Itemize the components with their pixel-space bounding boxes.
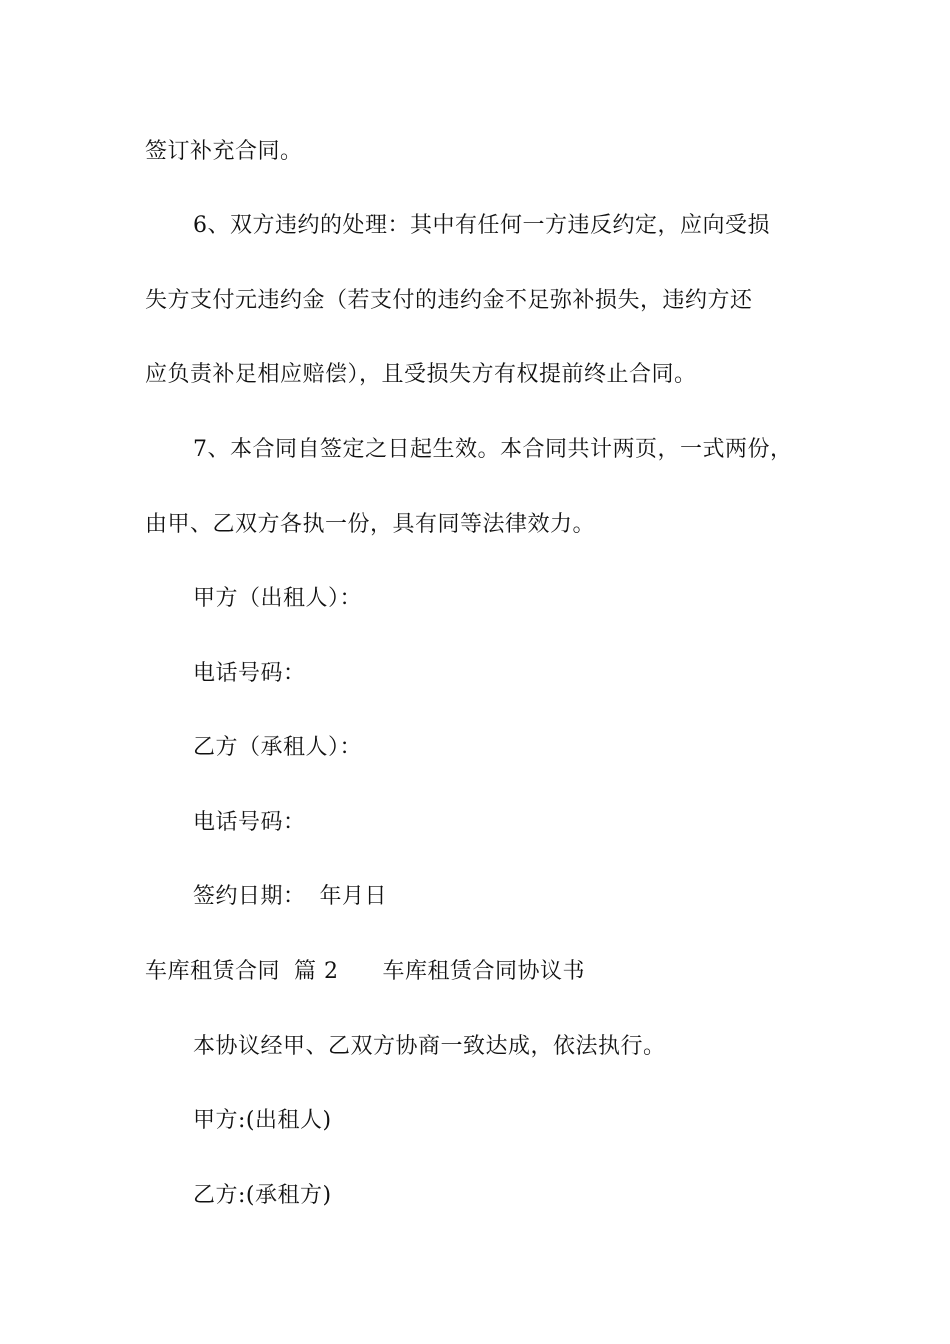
section-chapter: 篇 2: [294, 959, 339, 984]
paragraph-line: 签订补充合同。: [145, 139, 303, 164]
clause-6-line-2: 失方支付元违约金（若支付的违约金不足弥补损失，违约方还: [145, 288, 753, 313]
signing-date-label: 签约日期：: [193, 884, 306, 909]
party-b-label: 乙方（承租人）：: [193, 735, 363, 760]
section-heading: [145, 957, 585, 987]
clause-6-line-1: 6、双方违约的处理：其中有任何一方违反约定，应向受损: [193, 213, 770, 238]
section-subtitle: 车库租赁合同协议书: [382, 959, 586, 984]
clause-7-line-1: 7、本合同自签定之日起生效。本合同共计两页，一式两份，: [193, 437, 793, 462]
clause-7-line-2: 由甲、乙双方各执一份，具有同等法律效力。: [145, 512, 596, 537]
party-a-label: 甲方（出租人）：: [193, 586, 363, 611]
agreement-intro: 本协议经甲、乙双方协商一致达成，依法执行。: [193, 1034, 666, 1059]
clause-6-line-3: 应负责补足相应赔偿），且受损失方有权提前终止合同。: [145, 362, 697, 387]
party-b-phone-label: 电话号码：: [193, 810, 306, 835]
agreement-party-a: 甲方:(出租人): [193, 1108, 332, 1133]
agreement-party-b: 乙方:(承租方): [193, 1183, 332, 1208]
signing-date-value: 年月日: [319, 884, 388, 909]
party-a-phone-label: 电话号码：: [193, 661, 306, 686]
section-title: 车库租赁合同: [145, 959, 281, 984]
signing-date-line: [193, 882, 387, 912]
